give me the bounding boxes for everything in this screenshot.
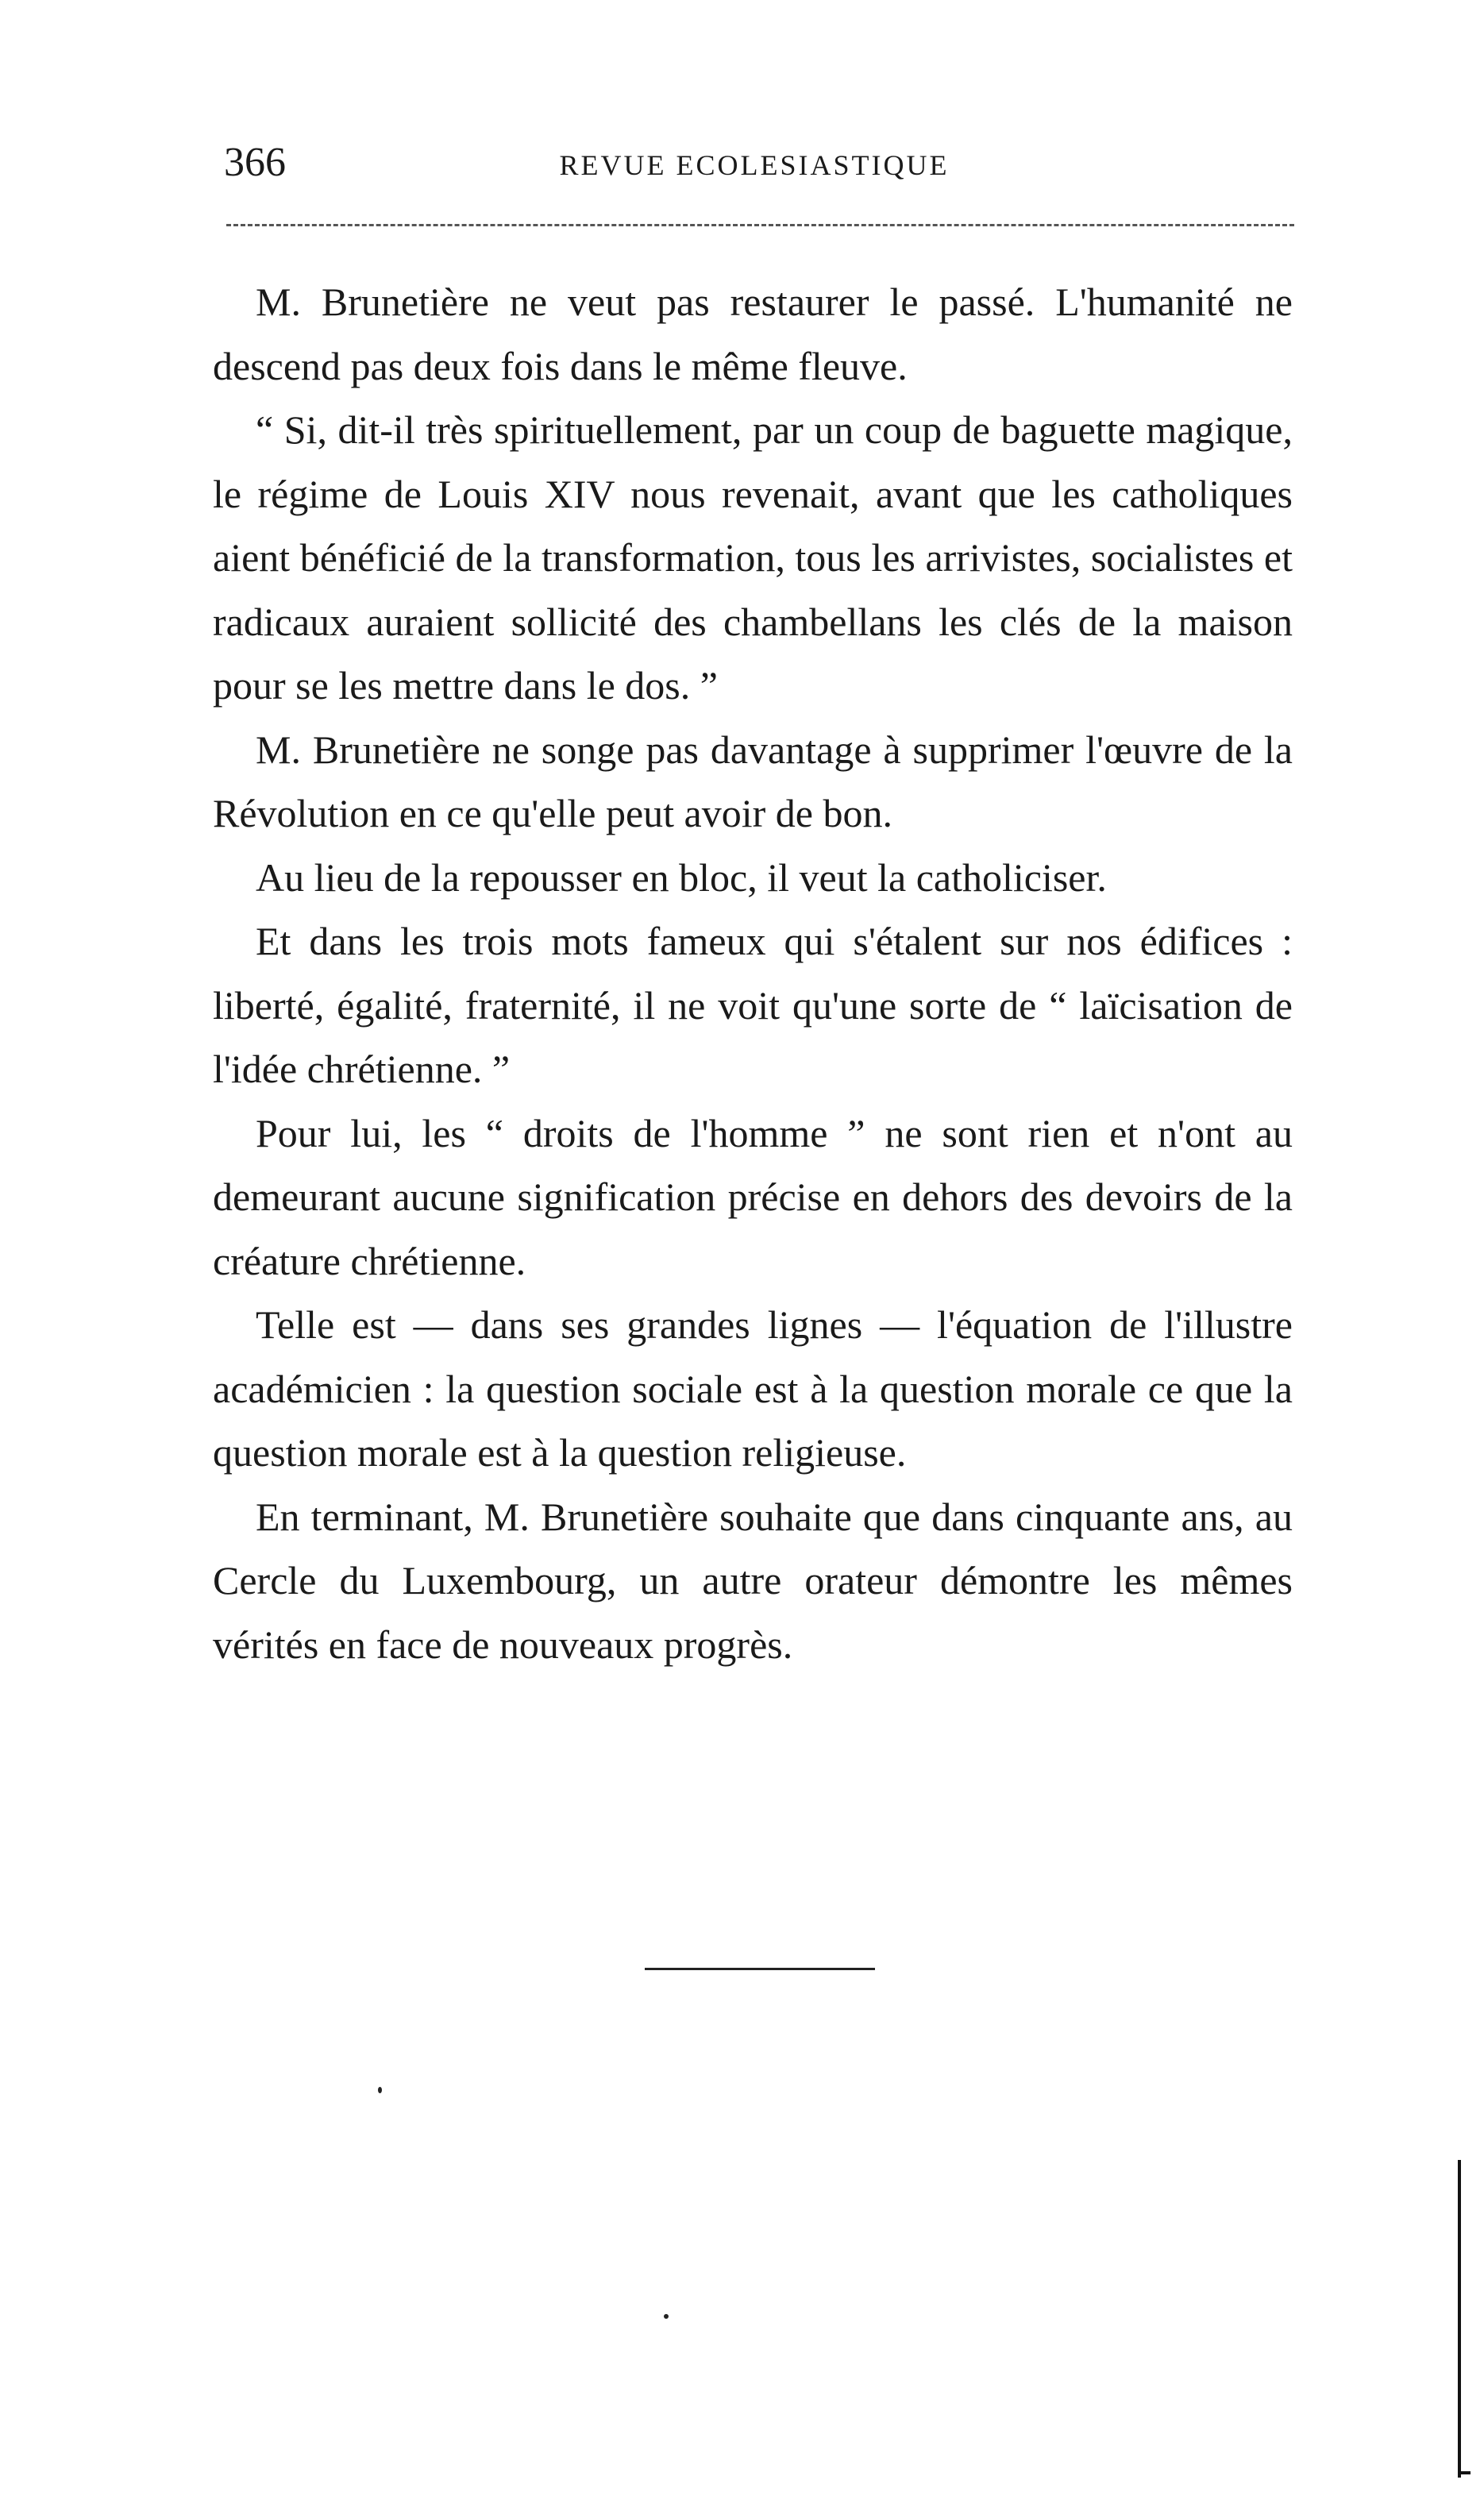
body-text xyxy=(213,270,1293,1676)
paragraph: Au lieu de la repousser en bloc, il veut la catholiciser. xyxy=(256,854,1107,900)
paragraph: Pour lui, les “ droits de l'homme ” ne sont rien et n'ont au demeurant aucune signification précise en dehors des devoirs de la créature chrétienne. xyxy=(213,1110,1293,1283)
paragraph: Et dans les trois mots fameux qui s'étalent sur nos édifices : liberté, égalité, fraternité, il ne voit qu'une sorte de “ laïcisation de l'idée chrétienne. ” xyxy=(213,919,1293,1091)
header-rule xyxy=(226,224,1294,226)
paragraph: M. Brunetière ne veut pas restaurer le passé. L'humanité ne descend pas deux fois dans le même fleuve. xyxy=(213,280,1293,388)
scan-speck xyxy=(378,2087,382,2093)
scan-edge-mark xyxy=(1458,2160,1461,2478)
running-title: REVUE ECOLESIASTIQUE xyxy=(559,149,950,181)
scan-edge-mark xyxy=(1458,2471,1471,2474)
paragraph: En terminant, M. Brunetière souhaite que dans cinquante ans, au Cercle du Luxembourg, un autre orateur démontre les mêmes vérités en face de nouveaux progrès. xyxy=(213,1494,1293,1667)
section-end-rule xyxy=(645,1968,875,1970)
paragraph: Telle est — dans ses grandes lignes — l'équation de l'illustre académicien : la question sociale est à la question morale ce que la question morale est à la question religieuse. xyxy=(213,1302,1293,1475)
scan-speck xyxy=(664,2314,669,2319)
paragraph: “ Si, dit-il très spirituellement, par un coup de baguette magique, le régime de Louis XIV nous revenait, avant que les catholiques aient bénéficié de la transformation, tous les arrivistes, socialistes et radicaux auraient sollicité des chambellans les clés de la maison pour se les mettre dans le dos. ” xyxy=(213,407,1293,708)
running-head xyxy=(214,135,1294,191)
paragraph: M. Brunetière ne songe pas davantage à supprimer l'œuvre de la Révolution en ce qu'elle peut avoir de bon. xyxy=(213,727,1293,835)
page-number: 366 xyxy=(224,140,286,185)
